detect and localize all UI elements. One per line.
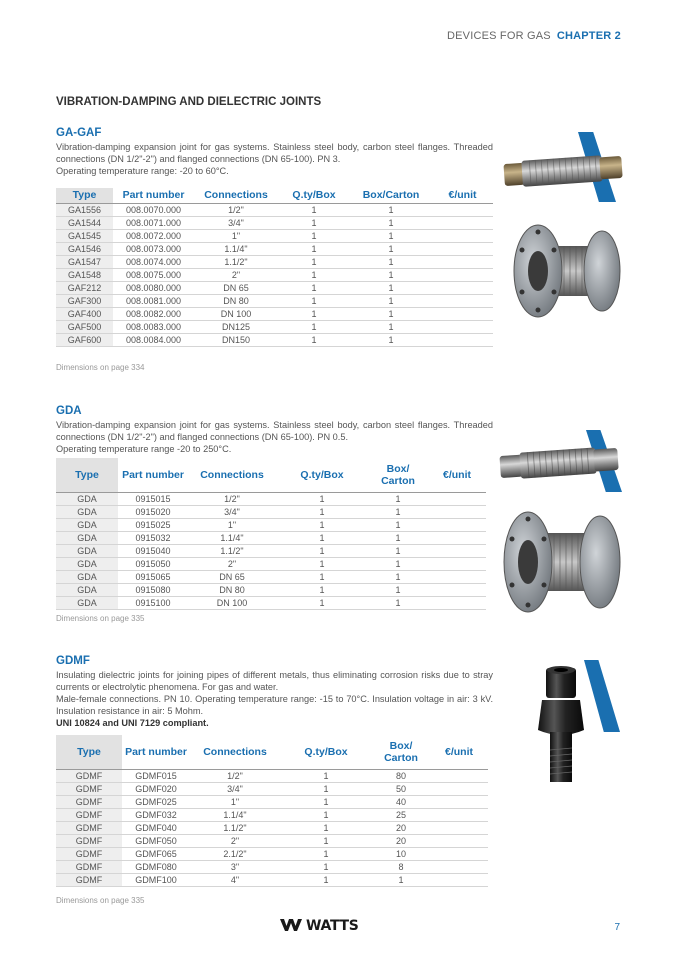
column-header-connections: Connections <box>190 735 280 769</box>
table-cell: 0915100 <box>118 596 188 609</box>
logo-text: WATTS <box>306 918 359 934</box>
table-cell: 1 <box>368 531 428 544</box>
table-cell: 1" <box>190 795 280 808</box>
column-header-box-carton <box>372 735 430 769</box>
table-cell: 1 <box>368 544 428 557</box>
table-cell: GDMF <box>56 769 122 782</box>
table-cell: DN 80 <box>194 294 278 307</box>
column-header-box-carton <box>368 458 428 492</box>
description-line: Vibration-damping expansion joint for gas systems. Stainless steel body, carbon steel flanges. Threaded connections (DN 1/2"-2") and flanged connections (DN 65-100). PN 3. <box>56 142 493 164</box>
table-cell: 1 <box>350 203 432 216</box>
table-cell <box>432 255 493 268</box>
table-cell: 1 <box>278 281 350 294</box>
table-cell <box>428 531 486 544</box>
table-cell: 0915050 <box>118 557 188 570</box>
table-cell: 1 <box>276 492 368 505</box>
column-header-qty-box: Q.ty/Box <box>276 458 368 492</box>
table-cell: GDMF050 <box>122 834 190 847</box>
table-cell: 008.0070.000 <box>113 203 194 216</box>
table-cell: 0915080 <box>118 583 188 596</box>
table-cell: GA1546 <box>56 242 113 255</box>
table-cell <box>428 570 486 583</box>
section-ga-gaf <box>56 127 493 347</box>
table-row <box>56 583 486 596</box>
table-cell: 40 <box>372 795 430 808</box>
table-cell <box>432 216 493 229</box>
table-cell: GDA <box>56 505 118 518</box>
table-cell: 008.0081.000 <box>113 294 194 307</box>
table-cell: 1 <box>350 333 432 346</box>
table-cell: 2" <box>188 557 276 570</box>
table-row <box>56 281 493 294</box>
description-line: Operating temperature range -20 to 250°C. <box>56 444 232 454</box>
header-line: Box/ <box>389 739 413 752</box>
table-cell: 008.0080.000 <box>113 281 194 294</box>
table-cell: 1 <box>278 242 350 255</box>
table-cell: 1.1/4" <box>190 808 280 821</box>
table-cell: 10 <box>372 847 430 860</box>
table-row <box>56 544 486 557</box>
table-cell: GDA <box>56 570 118 583</box>
table-row <box>56 268 493 281</box>
table-cell: 3/4" <box>190 782 280 795</box>
table-cell: 20 <box>372 821 430 834</box>
table-cell: 2" <box>190 834 280 847</box>
table-row <box>56 834 488 847</box>
table-row <box>56 596 486 609</box>
table-cell <box>432 203 493 216</box>
table-row <box>56 242 493 255</box>
table-row <box>56 873 488 886</box>
header-line: Carton <box>384 751 418 764</box>
table-cell: GDMF040 <box>122 821 190 834</box>
table-cell: 1.1/2" <box>188 544 276 557</box>
table-cell: 1 <box>278 229 350 242</box>
section-title-gdmf: GDMF <box>56 655 90 667</box>
table-cell: 1/2" <box>194 203 278 216</box>
table-cell: 1 <box>278 294 350 307</box>
table-cell: 0915025 <box>118 518 188 531</box>
table-cell: 1 <box>350 294 432 307</box>
table-ga-gaf <box>56 188 493 347</box>
column-header-type: Type <box>56 458 118 492</box>
table-cell: 1.1/4" <box>188 531 276 544</box>
table-row <box>56 216 493 229</box>
column-header-box-carton: Box/Carton <box>350 188 432 203</box>
table-cell: GDA <box>56 492 118 505</box>
description-line: Insulating dielectric joints for joining pipes of different metals, thus eliminating corrosion risks due to stray currents or electrolytic phenomena. For gas and water. <box>56 670 493 692</box>
table-cell: 1 <box>350 229 432 242</box>
table-cell: GDMF <box>56 795 122 808</box>
column-header-type: Type <box>56 735 122 769</box>
table-cell: 008.0071.000 <box>113 216 194 229</box>
table-cell: 1" <box>194 229 278 242</box>
description-line: Vibration-damping expansion joint for gas systems. Stainless steel body, carbon steel flanges. Threaded connections (DN 1/2"-2") and flanged connections (DN 65-100). PN 0.5. <box>56 420 493 442</box>
column-header-qty-box: Q.ty/Box <box>278 188 350 203</box>
table-cell: 1 <box>368 557 428 570</box>
table-row <box>56 505 486 518</box>
table-cell: 25 <box>372 808 430 821</box>
table-cell: GAF400 <box>56 307 113 320</box>
column-header-type: Type <box>56 188 113 203</box>
section-title-ga-gaf: GA-GAF <box>56 127 102 139</box>
table-cell <box>430 769 488 782</box>
table-row <box>56 320 493 333</box>
table-row <box>56 307 493 320</box>
header-line: Carton <box>381 474 415 487</box>
table-cell: 0915015 <box>118 492 188 505</box>
column-header-connections: Connections <box>188 458 276 492</box>
table-cell: 1 <box>350 242 432 255</box>
table-cell: 1 <box>278 203 350 216</box>
table-cell: 1 <box>276 531 368 544</box>
column-header-part-number: Part number <box>118 458 188 492</box>
table-cell: 1/2" <box>188 492 276 505</box>
table-cell: GDMF <box>56 808 122 821</box>
page-title: VIBRATION-DAMPING AND DIELECTRIC JOINTS <box>56 96 322 108</box>
table-cell: 1 <box>276 596 368 609</box>
table-cell: 4" <box>190 873 280 886</box>
table-cell <box>428 518 486 531</box>
table-cell: GDMF <box>56 847 122 860</box>
table-cell <box>430 808 488 821</box>
table-cell <box>432 333 493 346</box>
table-cell <box>432 281 493 294</box>
table-cell: 008.0073.000 <box>113 242 194 255</box>
table-cell: 1 <box>368 596 428 609</box>
table-cell: DN 80 <box>188 583 276 596</box>
column-header-part-number: Part number <box>113 188 194 203</box>
table-cell: 1 <box>278 333 350 346</box>
table-cell: 0915020 <box>118 505 188 518</box>
table-cell: GA1544 <box>56 216 113 229</box>
table-cell <box>428 583 486 596</box>
table-cell: 3/4" <box>188 505 276 518</box>
table-cell: 1 <box>276 518 368 531</box>
table-cell: GDMF020 <box>122 782 190 795</box>
dimensions-note-ga-gaf: Dimensions on page 334 <box>56 363 145 372</box>
table-cell: GAF500 <box>56 320 113 333</box>
table-cell: 1 <box>276 583 368 596</box>
table-cell: 1.1/2" <box>194 255 278 268</box>
table-cell: 1 <box>278 320 350 333</box>
table-cell: 1.1/4" <box>194 242 278 255</box>
table-cell: 008.0082.000 <box>113 307 194 320</box>
table-cell: 008.0083.000 <box>113 320 194 333</box>
table-row <box>56 795 488 808</box>
table-cell <box>432 294 493 307</box>
table-cell: 1 <box>276 557 368 570</box>
table-cell: 0915040 <box>118 544 188 557</box>
table-cell <box>432 320 493 333</box>
table-cell: 1 <box>280 847 372 860</box>
table-cell: 1 <box>278 268 350 281</box>
table-gdmf <box>56 735 488 887</box>
table-cell: GDMF015 <box>122 769 190 782</box>
table-cell: GA1545 <box>56 229 113 242</box>
table-cell: 1 <box>350 216 432 229</box>
table-cell: 2" <box>194 268 278 281</box>
section-title-gda: GDA <box>56 405 82 417</box>
table-row <box>56 333 493 346</box>
column-header-price: €/unit <box>430 735 488 769</box>
watts-w-icon <box>280 919 306 931</box>
dimensions-note-gdmf: Dimensions on page 335 <box>56 896 145 905</box>
table-cell: 008.0074.000 <box>113 255 194 268</box>
gda-flanged-joint-image <box>498 505 626 621</box>
table-cell: GAF600 <box>56 333 113 346</box>
table-cell: 1 <box>280 821 372 834</box>
table-cell: 50 <box>372 782 430 795</box>
table-cell: 1 <box>350 307 432 320</box>
table-row <box>56 255 493 268</box>
table-cell <box>430 795 488 808</box>
table-cell: 008.0075.000 <box>113 268 194 281</box>
table-cell <box>430 821 488 834</box>
table-cell: GDA <box>56 583 118 596</box>
table-cell: 1 <box>368 583 428 596</box>
table-cell: 1 <box>350 268 432 281</box>
threaded-expansion-joint-image <box>500 140 626 200</box>
table-row <box>56 531 486 544</box>
table-cell: GAF300 <box>56 294 113 307</box>
table-cell <box>428 544 486 557</box>
table-row <box>56 821 488 834</box>
table-cell: GDMF <box>56 834 122 847</box>
table-cell: 008.0084.000 <box>113 333 194 346</box>
column-header-price: €/unit <box>432 188 493 203</box>
compliance-note: UNI 10824 and UNI 7129 compliant. <box>56 718 209 728</box>
table-cell: 1 <box>276 570 368 583</box>
column-header-part-number: Part number <box>122 735 190 769</box>
table-cell: 1 <box>280 782 372 795</box>
table-cell: DN150 <box>194 333 278 346</box>
table-row <box>56 294 493 307</box>
table-cell: GDMF <box>56 821 122 834</box>
table-row <box>56 518 486 531</box>
table-cell <box>430 873 488 886</box>
table-cell: GDMF032 <box>122 808 190 821</box>
table-cell: GA1556 <box>56 203 113 216</box>
table-cell <box>428 596 486 609</box>
table-cell: 1 <box>350 281 432 294</box>
table-cell: GDA <box>56 531 118 544</box>
table-cell: 1 <box>280 808 372 821</box>
table-cell: 1 <box>280 795 372 808</box>
table-row <box>56 570 486 583</box>
table-cell: GDMF <box>56 873 122 886</box>
table-row <box>56 492 486 505</box>
table-row <box>56 769 488 782</box>
table-cell: GDMF <box>56 782 122 795</box>
table-cell <box>432 268 493 281</box>
column-header-price: €/unit <box>428 458 486 492</box>
table-cell: 1 <box>368 505 428 518</box>
table-cell <box>430 847 488 860</box>
dimensions-note-gda: Dimensions on page 335 <box>56 614 145 623</box>
page-number: 7 <box>614 922 620 933</box>
table-cell: 1" <box>188 518 276 531</box>
table-cell: GDA <box>56 518 118 531</box>
table-cell: DN 65 <box>188 570 276 583</box>
table-cell: GDMF025 <box>122 795 190 808</box>
table-cell: 3/4" <box>194 216 278 229</box>
table-cell: 1/2" <box>190 769 280 782</box>
table-cell: 1 <box>278 307 350 320</box>
table-cell: 1 <box>276 544 368 557</box>
table-cell: 1 <box>280 860 372 873</box>
table-cell: GDMF100 <box>122 873 190 886</box>
table-cell: 8 <box>372 860 430 873</box>
table-cell: 1.1/2" <box>190 821 280 834</box>
description-line: Operating temperature range: -20 to 60°C. <box>56 166 229 176</box>
table-cell: GDA <box>56 544 118 557</box>
table-cell: GDA <box>56 557 118 570</box>
table-cell <box>428 492 486 505</box>
table-cell: GDMF065 <box>122 847 190 860</box>
table-cell: GDMF080 <box>122 860 190 873</box>
table-cell: 1 <box>368 492 428 505</box>
table-cell: GAF212 <box>56 281 113 294</box>
table-cell: DN 65 <box>194 281 278 294</box>
description-ga-gaf <box>56 141 493 177</box>
table-cell: 008.0072.000 <box>113 229 194 242</box>
description-line: Male-female connections. PN 10. Operating temperature range: -15 to 70°C. Insulation voltage in air: 3 kV. Insulation resistance in air: 5 Mohm. <box>56 694 493 716</box>
table-row <box>56 860 488 873</box>
table-cell: 1 <box>368 518 428 531</box>
table-gda <box>56 458 486 610</box>
table-cell: 1 <box>372 873 430 886</box>
table-cell: GDMF <box>56 860 122 873</box>
table-cell: 1 <box>276 505 368 518</box>
table-cell: 1 <box>278 216 350 229</box>
table-cell <box>432 242 493 255</box>
table-cell <box>432 229 493 242</box>
header-section: DEVICES FOR GAS <box>446 30 551 42</box>
table-cell: 0915032 <box>118 531 188 544</box>
table-cell: GDA <box>56 596 118 609</box>
table-cell: DN 100 <box>194 307 278 320</box>
table-row <box>56 808 488 821</box>
table-cell: 1 <box>368 570 428 583</box>
table-cell: DN 100 <box>188 596 276 609</box>
table-cell: 1 <box>280 769 372 782</box>
table-cell <box>430 782 488 795</box>
table-row <box>56 229 493 242</box>
header-chapter: CHAPTER 2 <box>556 30 621 42</box>
section-gdmf <box>56 655 493 887</box>
table-cell: 1 <box>350 320 432 333</box>
table-row <box>56 782 488 795</box>
table-row <box>56 847 488 860</box>
table-cell: DN125 <box>194 320 278 333</box>
column-header-qty-box: Q.ty/Box <box>280 735 372 769</box>
description-gda <box>56 419 493 455</box>
table-cell <box>428 557 486 570</box>
section-gda <box>56 405 493 610</box>
table-cell: 2.1/2" <box>190 847 280 860</box>
table-cell: 3" <box>190 860 280 873</box>
table-cell: GA1547 <box>56 255 113 268</box>
description-gdmf <box>56 669 493 729</box>
table-cell <box>430 834 488 847</box>
dielectric-joint-image <box>532 660 592 802</box>
table-cell: 1 <box>280 873 372 886</box>
table-cell: 0915065 <box>118 570 188 583</box>
header-line: Box/ <box>386 462 410 475</box>
table-cell: GA1548 <box>56 268 113 281</box>
table-cell <box>428 505 486 518</box>
table-row <box>56 557 486 570</box>
table-row <box>56 203 493 216</box>
column-header-connections: Connections <box>194 188 278 203</box>
gda-threaded-joint-image <box>496 434 622 490</box>
table-cell: 1 <box>350 255 432 268</box>
table-cell: 1 <box>280 834 372 847</box>
table-cell: 80 <box>372 769 430 782</box>
table-cell: 1 <box>278 255 350 268</box>
table-cell <box>432 307 493 320</box>
flanged-expansion-joint-image <box>506 218 626 324</box>
watts-logo <box>280 918 359 934</box>
page-header <box>447 30 621 42</box>
table-cell: 20 <box>372 834 430 847</box>
table-cell <box>430 860 488 873</box>
